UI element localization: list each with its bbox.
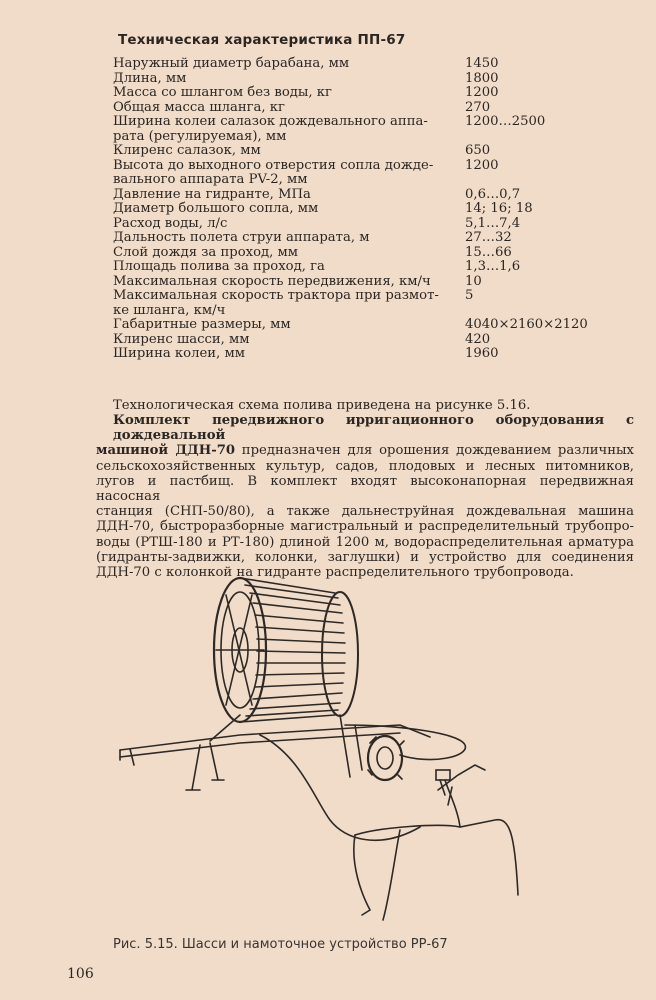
spec-value: 5: [465, 288, 474, 303]
spec-row: [113, 188, 613, 203]
spec-row: [113, 347, 613, 362]
spec-value: 1200: [465, 85, 499, 100]
paragraph-line-2-rest: предназначен для орошения дождеванием различных: [235, 443, 634, 459]
paragraph-line: сельскохозяйственных культур, садов, плодовых и лесных питомников,: [96, 458, 634, 474]
spec-row: [113, 57, 613, 72]
spec-value: 1200…2500: [465, 114, 546, 129]
spec-name-line: Ширина колеи, мм: [113, 346, 245, 361]
spec-name-line: Общая масса шланга, кг: [113, 99, 285, 115]
spec-name-line: Масса со шлангом без воды, кг: [113, 85, 332, 100]
spec-row: [113, 333, 613, 348]
spec-value: 15…66: [465, 244, 512, 260]
spec-row: [113, 246, 613, 261]
sprinkler-sled: [354, 765, 518, 920]
spec-name-line: Наружный диаметр барабана, мм: [113, 56, 350, 71]
description-paragraph: [96, 413, 634, 580]
paragraph-line-1: [96, 413, 634, 443]
spec-name: [113, 246, 463, 261]
spec-row: [113, 101, 613, 116]
paragraph-line: станция (СНП-50/80), а также дальнеструйная дождевальная машина: [96, 504, 634, 520]
spec-value: 1800: [465, 70, 499, 86]
spec-name: [113, 333, 463, 348]
spec-name-line: Слой дождя за проход, мм: [113, 244, 299, 260]
paragraph-line: ДДН-70 с колонкой на гидранте распределительного трубопровода.: [96, 565, 574, 581]
spec-name: [113, 144, 463, 159]
spec-name: [113, 188, 463, 203]
spec-name-line: Расход воды, л/с: [113, 215, 228, 231]
spec-title: Техническая характеристика ПП-67: [118, 32, 406, 48]
spec-name: [113, 101, 463, 116]
paragraph-line: ДДН-70, быстроразборные магистральный и распределительный трубопро-: [96, 519, 634, 535]
chassis-wheel: [368, 736, 404, 780]
hose-line: [260, 725, 465, 840]
spec-row: [113, 115, 613, 144]
figure-reference: [113, 398, 633, 413]
spec-name-line: Дальность полета струи аппарата, м: [113, 230, 370, 245]
spec-value: 270: [465, 99, 491, 115]
page-number: 106: [67, 966, 94, 982]
spec-row: [113, 275, 613, 290]
spec-value: 0,6…0,7: [465, 186, 521, 202]
spec-value: 10: [465, 273, 482, 289]
paragraph-line: воды (РТШ-180 и РТ-180) длиной 1200 м, водораспределительная арматура: [96, 534, 634, 550]
spec-row: [113, 318, 613, 333]
spec-value: 14; 16; 18: [465, 201, 533, 216]
spec-table: [113, 57, 613, 362]
spec-name-line: Высота до выходного отверстия сопла дожде-: [113, 157, 434, 173]
spec-name: [113, 217, 463, 232]
spec-value: 5,1…7,4: [465, 215, 521, 231]
spec-name: [113, 86, 463, 101]
spec-value: 4040×2160×2120: [465, 317, 588, 332]
machine-name: машиной ДДН-70: [96, 443, 236, 459]
spec-name-line: Диаметр большого сопла, мм: [113, 201, 319, 216]
spec-row: [113, 289, 613, 318]
spec-name: [113, 347, 463, 362]
paragraph-line: лугов и пастбищ. В комплект входят высоконапорная передвижная насосная: [96, 473, 634, 505]
spec-name-line: вального аппарата PV-2, мм: [113, 172, 308, 187]
spec-name-line: Клиренс шасси, мм: [113, 331, 250, 347]
spec-name-line: Максимальная скорость передвижения, км/ч: [113, 273, 431, 289]
spec-name: [113, 289, 463, 318]
spec-name: [113, 57, 463, 72]
spec-row: [113, 217, 613, 232]
spec-name: [113, 202, 463, 217]
spec-row: [113, 202, 613, 217]
spec-name-line: Клиренс салазок, мм: [113, 143, 261, 158]
spec-value: 1450: [465, 56, 499, 71]
spec-value: 1960: [465, 346, 499, 361]
spec-value: 1,3…1,6: [465, 259, 521, 274]
spec-name: [113, 72, 463, 87]
paragraph-line: (гидранты-задвижки, колонки, заглушки) и устройство для соединения: [96, 549, 634, 565]
spec-name-line: Максимальная скорость трактора при размот-: [113, 288, 439, 303]
spec-name: [113, 231, 463, 246]
spec-name-line: Давление на гидранте, МПа: [113, 186, 311, 202]
reference-sentence: Технологическая схема полива приведена на рисунке 5.16.: [113, 398, 531, 413]
spec-name-line: Габаритные размеры, мм: [113, 317, 291, 332]
spec-row: [113, 144, 613, 159]
spec-value: 420: [465, 331, 491, 347]
machine-illustration: [100, 565, 540, 925]
spec-row: [113, 159, 613, 188]
spec-name: [113, 159, 463, 188]
spec-value: 650: [465, 143, 491, 158]
spec-row: [113, 231, 613, 246]
bold-lead: Комплект передвижного ирригационного оборудования с дождевальной: [113, 413, 634, 444]
figure-caption: Рис. 5.15. Шасси и намоточное устройство РР-67: [113, 937, 448, 952]
spec-row: [113, 72, 613, 87]
spec-name-line: рата (регулируемая), мм: [113, 128, 287, 144]
paragraph-line-2: [96, 443, 634, 458]
spec-name-line: ке шланга, км/ч: [113, 302, 226, 318]
spec-name-line: Площадь полива за проход, га: [113, 259, 325, 274]
spec-name: [113, 260, 463, 275]
spec-name: [113, 318, 463, 333]
spec-name: [113, 115, 463, 144]
spec-value: 27…32: [465, 230, 512, 245]
hose-drum: [214, 578, 358, 722]
spec-name-line: Длина, мм: [113, 70, 187, 86]
spec-row: [113, 260, 613, 275]
spec-name: [113, 275, 463, 290]
spec-row: [113, 86, 613, 101]
spec-name-line: Ширина колеи салазок дождевального аппа-: [113, 114, 428, 129]
spec-value: 1200: [465, 157, 499, 173]
